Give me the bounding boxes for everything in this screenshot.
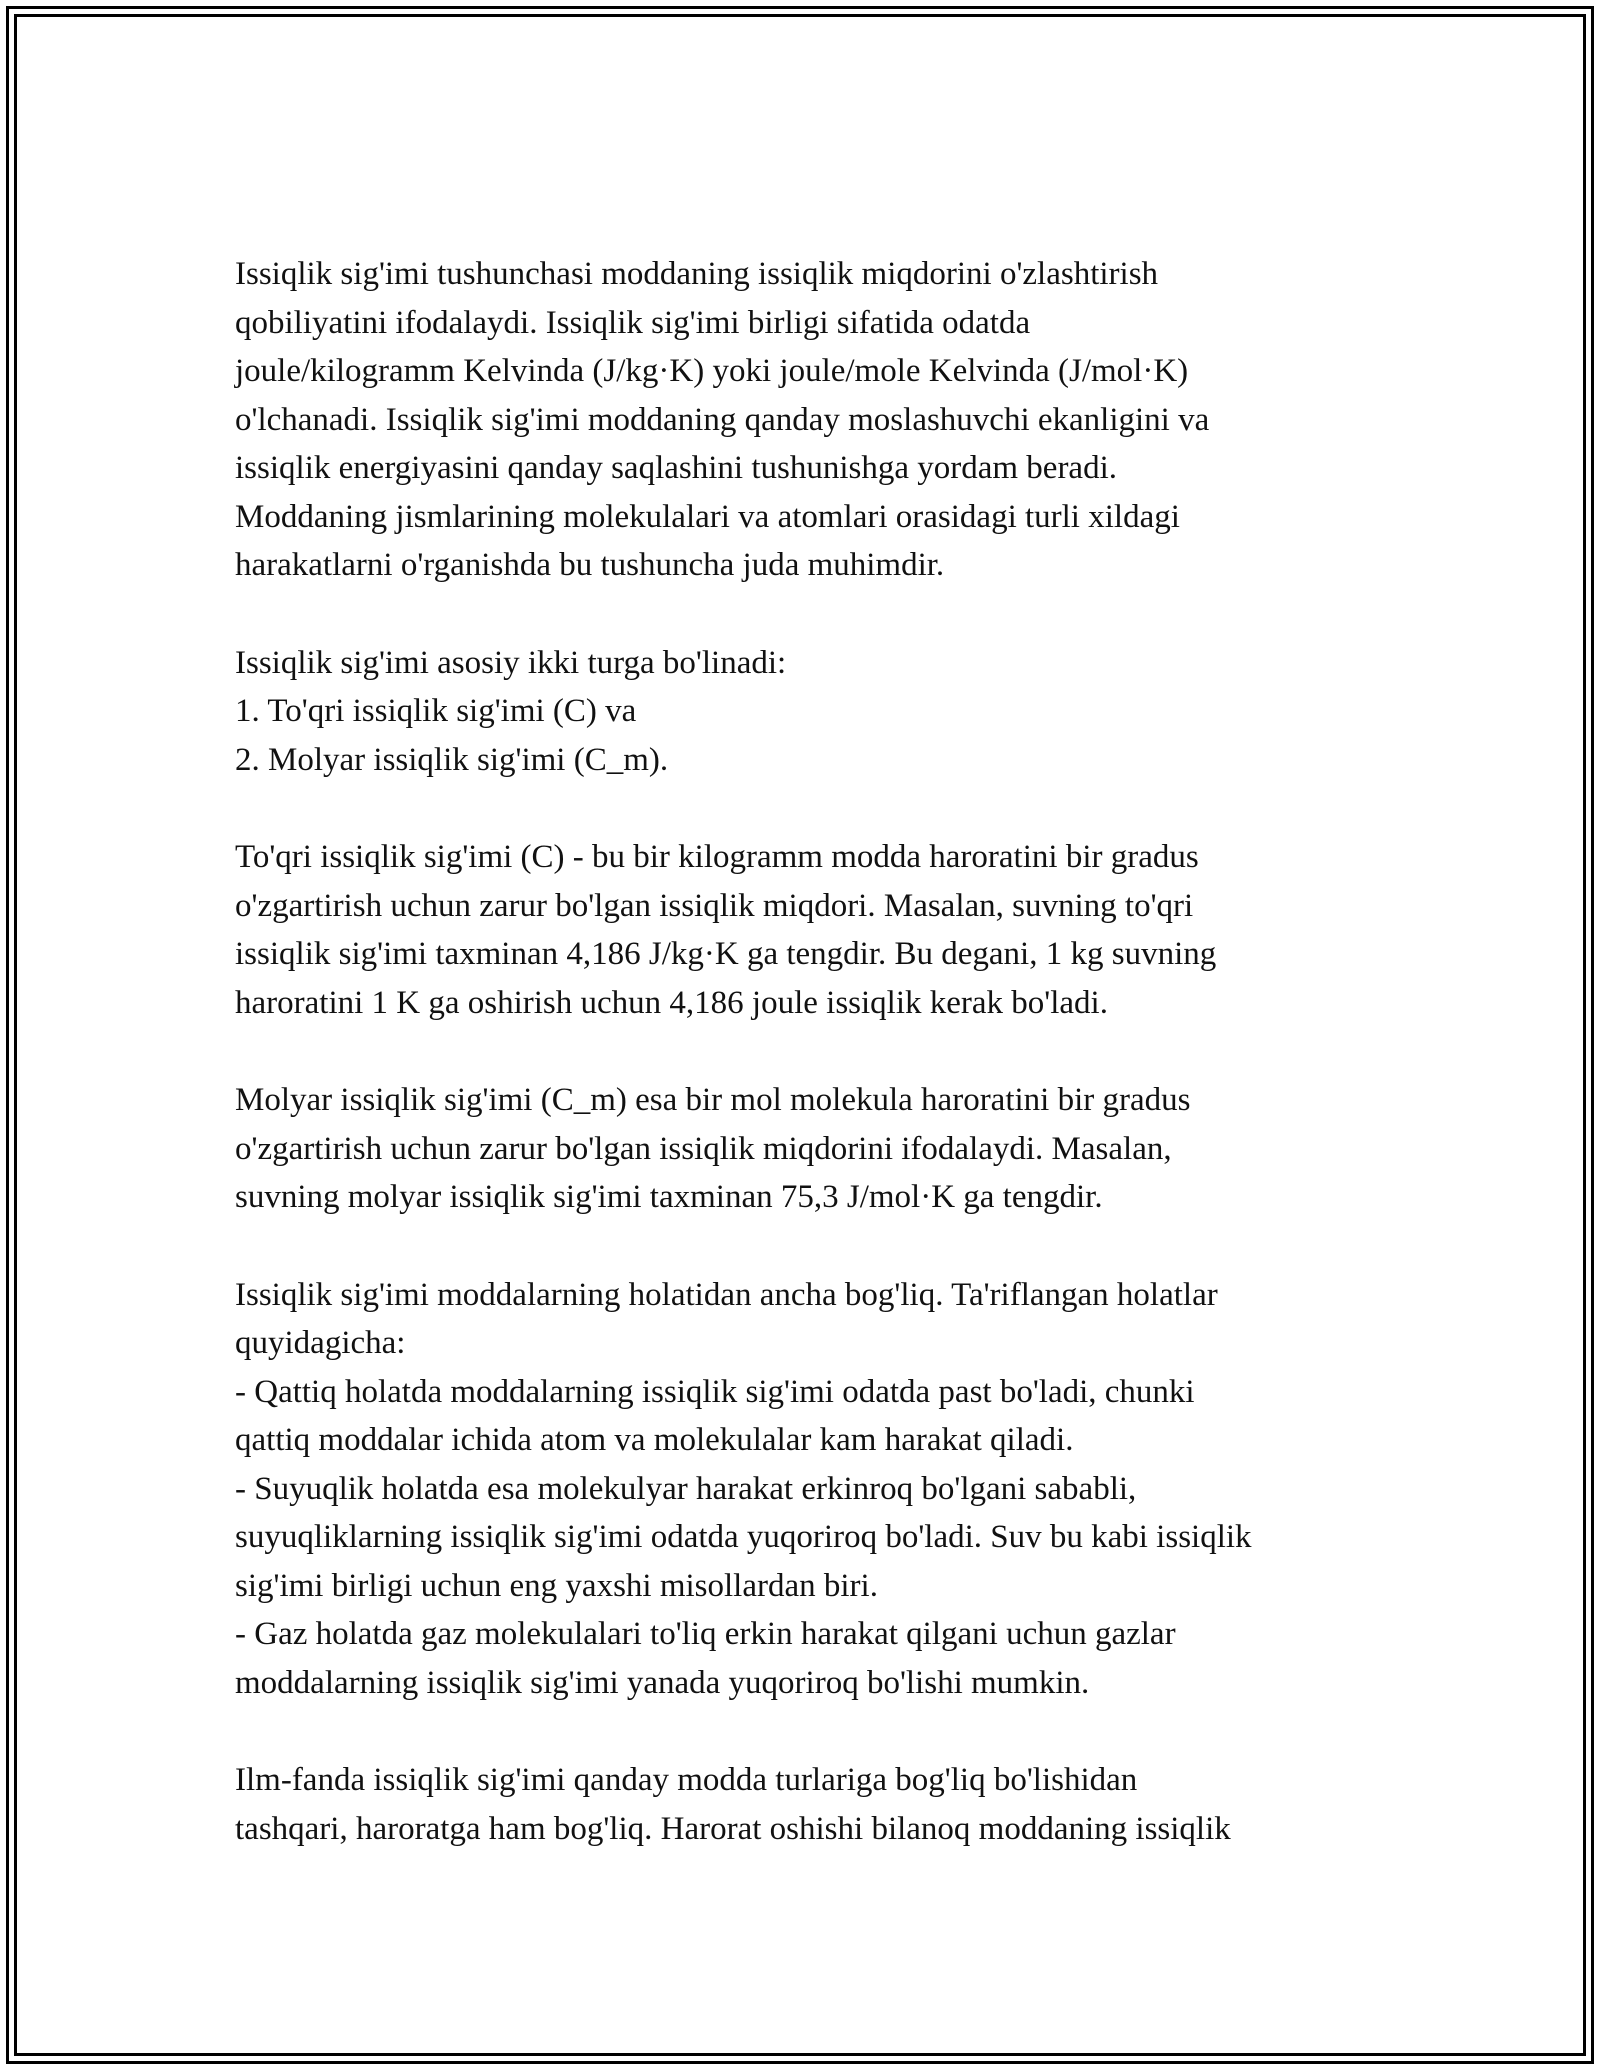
list-item: - Qattiq holatda moddalarning issiqlik sig'imi odatda past bo'ladi, chunki (235, 1373, 1195, 1410)
text-line: quyidagicha: (235, 1325, 406, 1361)
text-line: issiqlik energiyasini qanday saqlashini tushunishga yordam beradi. (235, 450, 1117, 486)
paragraph-intro (235, 250, 1385, 590)
text-line: o'lchanadi. Issiqlik sig'imi moddaning qanday moslashuvchi ekanligini va (235, 401, 1210, 438)
list-item: 2. Molyar issiqlik sig'imi (C_m). (235, 741, 669, 778)
text-line: Moddaning jismlarining molekulalari va atomlari orasidagi turli xildagi (235, 498, 1180, 535)
list-item: - Gaz holatda gaz molekulalari to'liq erkin harakat qilgani uchun gazlar (235, 1616, 1176, 1652)
text-line: o'zgartirish uchun zarur bo'lgan issiqlik miqdori. Masalan, suvning to'qri (235, 887, 1194, 924)
text-line: o'zgartirish uchun zarur bo'lgan issiqlik miqdorini ifodalaydi. Masalan, (235, 1130, 1172, 1167)
text-line: joule/kilogramm Kelvinda (J/kg·K) yoki joule/mole Kelvinda (J/mol·K) (235, 353, 1189, 389)
paragraph-types (235, 639, 1385, 785)
list-item: - Suyuqlik holatda esa molekulyar harakat erkinroq bo'lgani sababli, (235, 1470, 1137, 1507)
text-line: harakatlarni o'rganishda bu tushuncha juda muhimdir. (235, 547, 945, 583)
text-line: qobiliyatini ifodalaydi. Issiqlik sig'imi birligi sifatida odatda (235, 304, 1031, 341)
text-line: sig'imi birligi uchun eng yaxshi misollardan biri. (235, 1567, 878, 1604)
paragraph-specific-heat (235, 833, 1385, 1027)
text-line: qattiq moddalar ichida atom va molekulalar kam harakat qiladi. (235, 1422, 1074, 1458)
paragraph-molar-heat (235, 1076, 1385, 1222)
text-line: suvning molyar issiqlik sig'imi taxminan 75,3 J/mol·K ga tengdir. (235, 1179, 1103, 1215)
text-line: Issiqlik sig'imi asosiy ikki turga bo'linadi: (235, 644, 787, 681)
list-item: 1. To'qri issiqlik sig'imi (C) va (235, 693, 637, 729)
text-line: Molyar issiqlik sig'imi (C_m) esa bir mol molekula haroratini bir gradus (235, 1082, 1191, 1118)
text-line: Ilm-fanda issiqlik sig'imi qanday modda turlariga bog'liq bo'lishidan (235, 1762, 1138, 1798)
document-body (235, 250, 1385, 1902)
text-line: Issiqlik sig'imi moddalarning holatidan ancha bog'liq. Ta'riflangan holatlar (235, 1276, 1218, 1313)
text-line: tashqari, haroratga ham bog'liq. Harorat oshishi bilanoq moddaning issiqlik (235, 1810, 1231, 1847)
text-line: haroratini 1 K ga oshirish uchun 4,186 joule issiqlik kerak bo'ladi. (235, 984, 1108, 1021)
text-line: suyuqliklarning issiqlik sig'imi odatda yuqoriroq bo'ladi. Suv bu kabi issiqlik (235, 1519, 1252, 1555)
text-line: moddalarning issiqlik sig'imi yanada yuqoriroq bo'lishi mumkin. (235, 1664, 1090, 1701)
text-line: issiqlik sig'imi taxminan 4,186 J/kg·K ga tengdir. Bu degani, 1 kg suvning (235, 936, 1217, 972)
text-line: Issiqlik sig'imi tushunchasi moddaning issiqlik miqdorini o'zlashtirish (235, 256, 1159, 292)
paragraph-states (235, 1271, 1385, 1708)
paragraph-temperature (235, 1756, 1385, 1853)
text-line: To'qri issiqlik sig'imi (C) - bu bir kilogramm modda haroratini bir gradus (235, 839, 1199, 875)
